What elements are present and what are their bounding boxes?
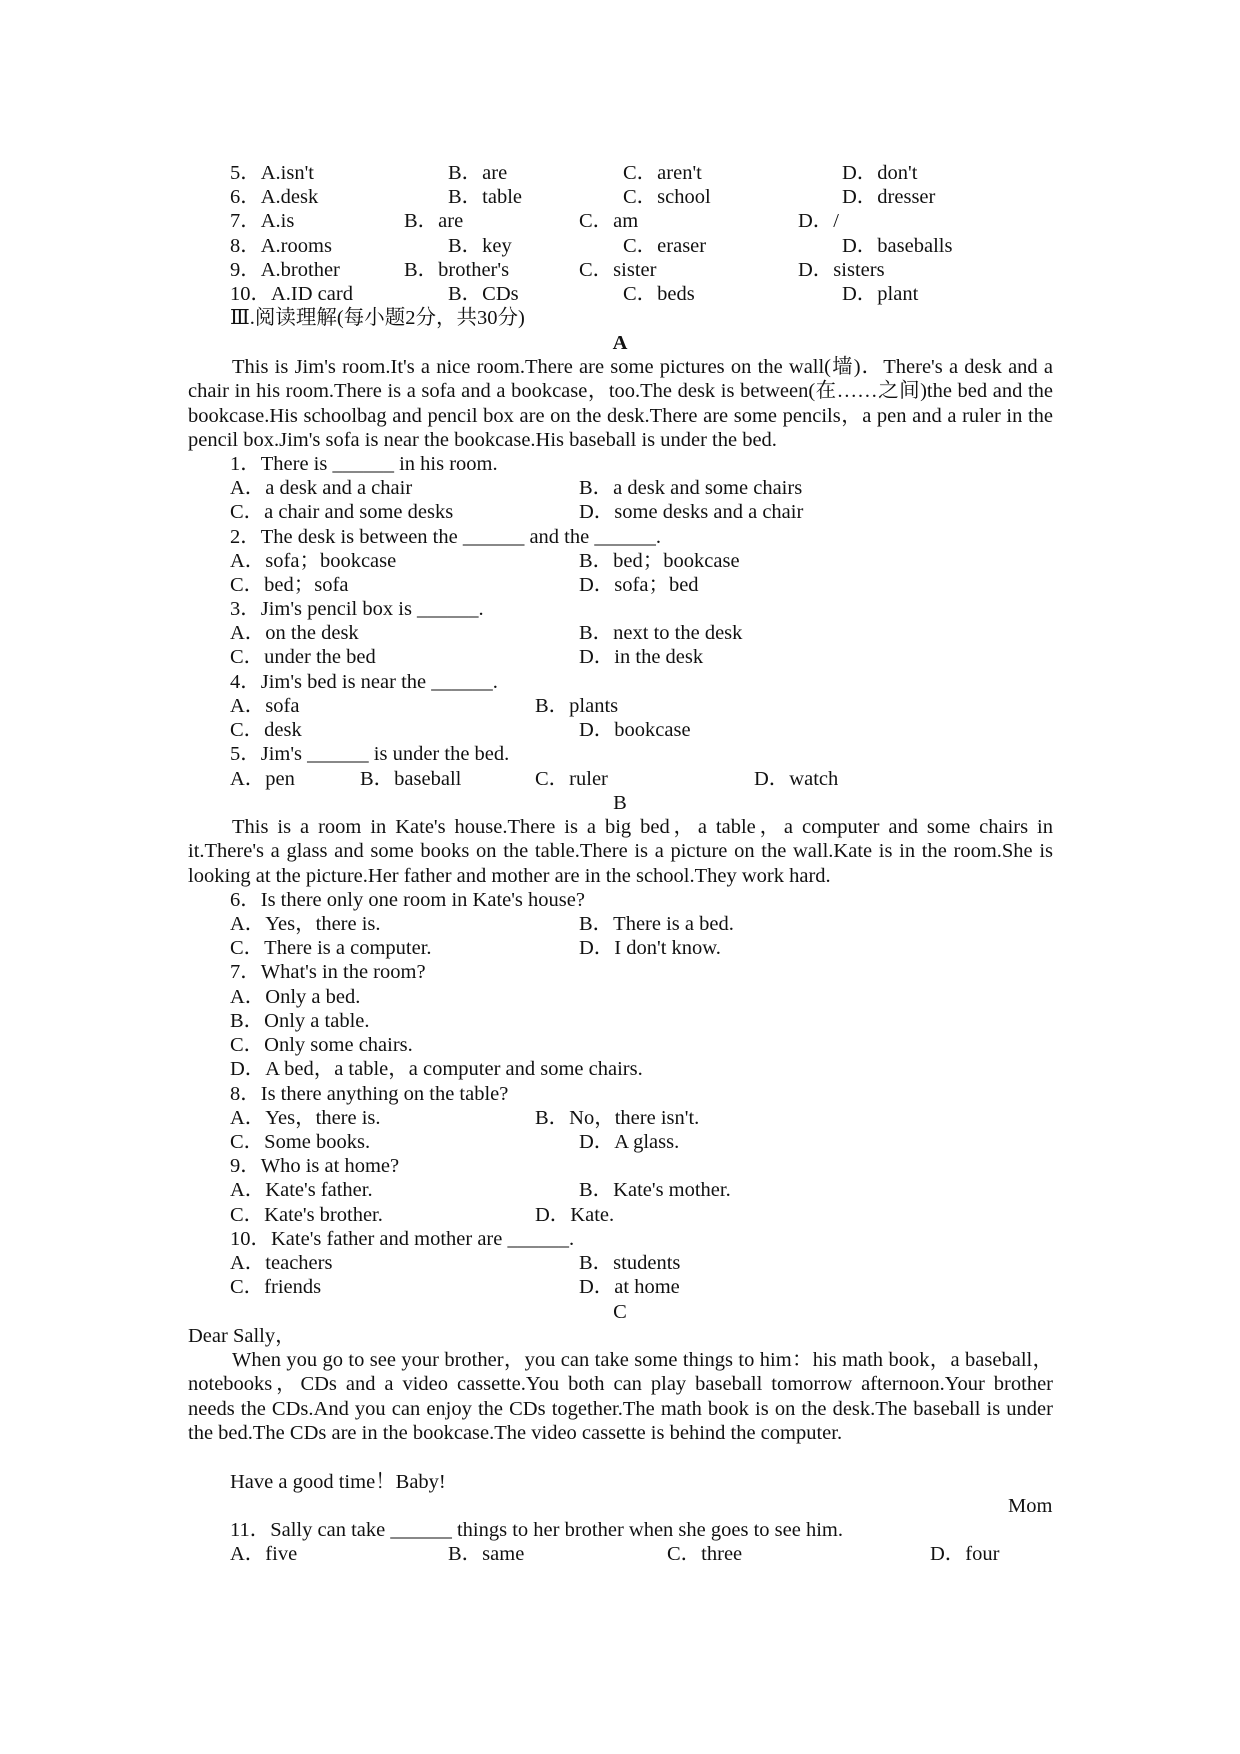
- option: B．plants: [535, 695, 619, 717]
- option: B．CDs: [448, 283, 519, 305]
- option: C．under the bed: [230, 646, 376, 668]
- option: C．Some books.: [230, 1131, 371, 1153]
- question-5: 5．Jim's ______ is under the bed.: [230, 743, 510, 765]
- option: B．table: [448, 186, 523, 208]
- question-11: 11．Sally can take ______ things to her brother when she goes to see him.: [230, 1519, 843, 1541]
- option: B．Kate's mother.: [579, 1179, 731, 1201]
- option: C．three: [667, 1543, 743, 1565]
- option: C．aren't: [623, 162, 702, 184]
- option: D．four: [930, 1543, 1000, 1565]
- option: D．sisters: [798, 259, 885, 281]
- option: D．plant: [842, 283, 919, 305]
- option: B．students: [579, 1252, 681, 1274]
- option: A．Only a bed.: [230, 986, 361, 1008]
- option: B．bed；bookcase: [579, 550, 740, 572]
- option: B．next to the desk: [579, 622, 743, 644]
- option: B．No，there isn't.: [535, 1107, 700, 1129]
- option: B．same: [448, 1543, 525, 1565]
- option: C．a chair and some desks: [230, 501, 454, 523]
- option: 9．A.brother: [230, 259, 340, 281]
- option: A．Kate's father.: [230, 1179, 373, 1201]
- option: D．A bed，a table，a computer and some chairs.: [230, 1058, 643, 1080]
- option: 6．A.desk: [230, 186, 319, 208]
- passage-c-text: When you go to see your brother，you can take some things to him：his math book，a baseball，notebooks，CDs and a video cassette.You both can play baseball tomorrow afternoon.Your brother needs the CDs.And you can enjoy the CDs together.The math book is on the desk.The baseball is under the bed.The CDs are in the bookcase.The video cassette is behind the computer.: [188, 1349, 1053, 1445]
- option: D．baseballs: [842, 235, 953, 257]
- passage-a-text: This is Jim's room.It's a nice room.There are some pictures on the wall(墙)．There's a desk and a chair in his room.There is a sofa and a bookcase，too.The desk is between(在……之间)the bed and the bookcase.His schoolbag and pencil box are on the desk.There are some pencils，a pen and a ruler in the pencil box.Jim's sofa is near the bookcase.His baseball is under the bed.: [188, 356, 1053, 452]
- option: C．ruler: [535, 768, 608, 790]
- option: A．Yes，there is.: [230, 1107, 381, 1129]
- option: D．some desks and a chair: [579, 501, 804, 523]
- option: D．bookcase: [579, 719, 691, 741]
- option: C．Kate's brother.: [230, 1204, 383, 1226]
- option: D．don't: [842, 162, 918, 184]
- question-4: 4．Jim's bed is near the ______.: [230, 671, 498, 693]
- passage-a-label: A: [612, 332, 628, 354]
- option: B．a desk and some chairs: [579, 477, 803, 499]
- option: D．in the desk: [579, 646, 704, 668]
- option: D．watch: [754, 768, 839, 790]
- option: B．There is a bed.: [579, 913, 734, 935]
- option: C．Only some chairs.: [230, 1034, 413, 1056]
- option: 10．A.ID card: [230, 283, 353, 305]
- question-9: 9．Who is at home?: [230, 1155, 400, 1177]
- option: B．are: [404, 210, 464, 232]
- section-title: Ⅲ.阅读理解(每小题2分，共30分): [230, 307, 525, 329]
- letter-closing: Have a good time！Baby!: [230, 1471, 446, 1493]
- option: D．dresser: [842, 186, 936, 208]
- option: C．school: [623, 186, 711, 208]
- option: C．desk: [230, 719, 302, 741]
- option: C．eraser: [623, 235, 707, 257]
- option: A．teachers: [230, 1252, 333, 1274]
- option: 8．A.rooms: [230, 235, 332, 257]
- option: C．There is a computer.: [230, 937, 432, 959]
- question-7: 7．What's in the room?: [230, 961, 426, 983]
- option: D．at home: [579, 1276, 680, 1298]
- question-1: 1．There is ______ in his room.: [230, 453, 498, 475]
- option: D．A glass.: [579, 1131, 680, 1153]
- option: D．sofa；bed: [579, 574, 699, 596]
- option: C．sister: [579, 259, 657, 281]
- option: B．brother's: [404, 259, 510, 281]
- option: C．friends: [230, 1276, 322, 1298]
- letter-signature: Mom: [1008, 1495, 1053, 1517]
- question-10: 10．Kate's father and mother are ______.: [230, 1228, 575, 1250]
- option: D．/: [798, 210, 839, 232]
- option: D．Kate.: [535, 1204, 615, 1226]
- passage-c-label: C: [613, 1301, 627, 1323]
- option: A．sofa；bookcase: [230, 550, 397, 572]
- option: C．bed；sofa: [230, 574, 349, 596]
- option: C．beds: [623, 283, 695, 305]
- question-8: 8．Is there anything on the table?: [230, 1083, 509, 1105]
- option: B．Only a table.: [230, 1010, 370, 1032]
- option: A．pen: [230, 768, 295, 790]
- question-3: 3．Jim's pencil box is ______.: [230, 598, 484, 620]
- option: B．key: [448, 235, 512, 257]
- letter-salutation: Dear Sally，: [188, 1325, 296, 1347]
- passage-b-label: B: [613, 792, 627, 814]
- question-2: 2．The desk is between the ______ and the ______.: [230, 526, 661, 548]
- option: C．am: [579, 210, 639, 232]
- option: A．a desk and a chair: [230, 477, 413, 499]
- passage-b-text: This is a room in Kate's house.There is a big bed，a table，a computer and some chairs in it.There's a glass and some books on the table.There is a picture on the wall.Kate is in the room.She is looking at the picture.Her father and mother are in the school.They work hard.: [188, 816, 1053, 887]
- option: A．on the desk: [230, 622, 359, 644]
- option: 5．A.isn't: [230, 162, 314, 184]
- option: A．Yes，there is.: [230, 913, 381, 935]
- option: D．I don't know.: [579, 937, 721, 959]
- option: 7．A.is: [230, 210, 295, 232]
- option: B．baseball: [360, 768, 462, 790]
- option: A．five: [230, 1543, 298, 1565]
- option: B．are: [448, 162, 508, 184]
- option: A．sofa: [230, 695, 300, 717]
- question-6: 6．Is there only one room in Kate's house?: [230, 889, 585, 911]
